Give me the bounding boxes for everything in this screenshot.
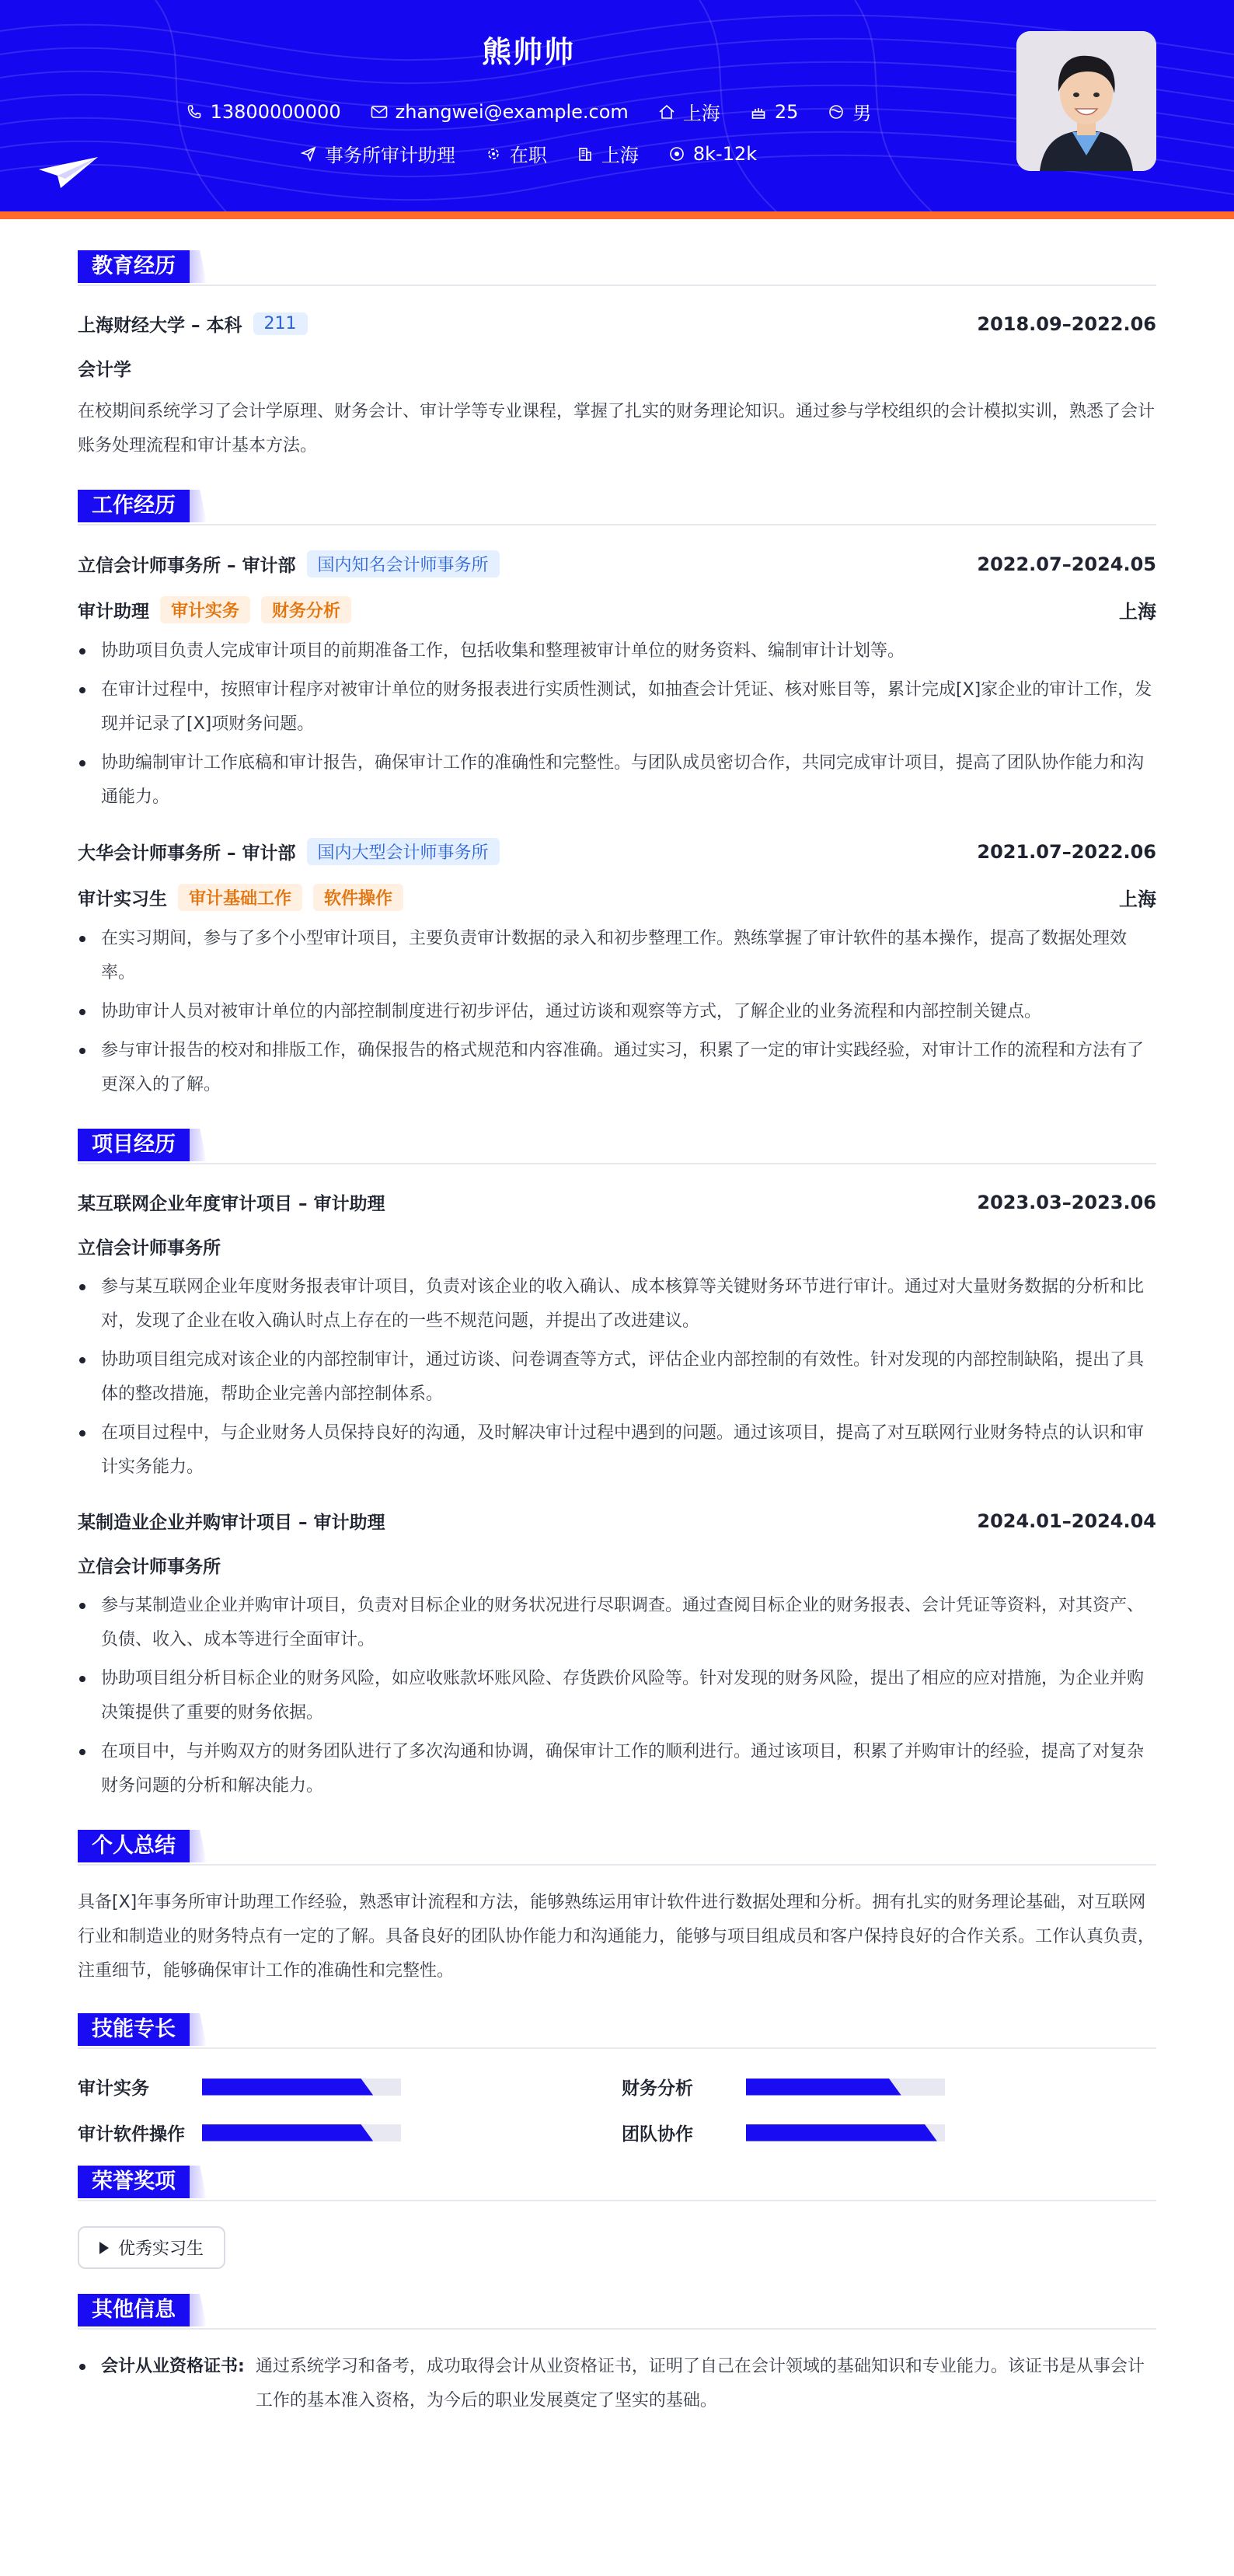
list-item [78,2350,1156,2418]
award-chip[interactable] [78,2226,225,2269]
education-entry [78,311,1156,463]
target-city-item [577,140,639,167]
skills-grid [78,2074,1156,2145]
school-name: 上海财经大学 – 本科 [78,316,242,336]
work-title [78,550,500,578]
skill-bar-fill [202,2079,373,2096]
section-title: 个人总结 [78,1830,190,1862]
list-item: 参与某互联网企业年度财务报表审计项目，负责对该企业的收入确认、成本核算等关键财务环节进行审计。通过对大量财务数据的分析和比对，发现了企业在收入确认时点上存在的一些不规范问题，并提出了改进建议。 [78,1270,1156,1339]
summary-text: 具备[X]年事务所审计助理工作经验，熟悉审计流程和方法，能够熟练运用审计软件进行数据处理和分析。拥有扎实的财务理论基础，对互联网行业和制造业的财务特点有一定的了解。具备良好的团队协作能力和沟通能力，能够与项目组成员和客户保持良好的合作关系。工作认真负责，注重细节，能够确保审计工作的准确性和完整性。 [78,1893,1156,1981]
job-intention-row [0,140,1057,167]
skill-item [78,2074,622,2100]
gender-icon [828,103,845,120]
status-item [485,140,547,167]
company-name: 大华会计师事务所 – 审计部 [78,843,296,864]
section-header [78,2010,1156,2049]
role-name: 审计助理 [78,602,149,622]
building-icon [577,145,594,162]
role-row [78,884,403,911]
skill-item [622,2074,1156,2100]
section-title: 教育经历 [78,250,190,283]
skill-bar [202,2124,401,2141]
role-row [78,596,351,623]
section-header [78,487,1156,525]
salary-item [668,140,757,167]
work-entry [78,550,1156,815]
target-city-text: 上海 [601,145,639,166]
company-tag: 国内知名会计师事务所 [307,550,500,578]
summary-section [78,1827,1156,1988]
other-list [78,2350,1156,2418]
phone-text: 13800000000 [210,100,341,123]
skill-bar-fill [202,2124,373,2141]
school-badge: 211 [253,312,308,335]
city-text: 上海 [682,103,720,124]
list-item: 协助审计人员对被审计单位的内部控制制度进行初步评估，通过访谈和观察等方式，了解企业的业务流程和内部控制关键点。 [78,995,1156,1029]
work-bullets [78,634,1156,815]
project-entry [78,1189,1156,1485]
section-header [78,2162,1156,2201]
project-name: 某互联网企业年度审计项目 – 审计助理 [78,1194,385,1214]
projects-section [78,1126,1156,1803]
gender-item [828,98,871,125]
project-org: 立信会计师事务所 [78,1238,221,1258]
email-text: zhangwei@example.com [395,100,629,123]
role-name: 审计实习生 [78,889,167,909]
project-bullets [78,1589,1156,1803]
work-bullets [78,922,1156,1102]
project-entry [78,1508,1156,1803]
skill-tag: 审计基础工作 [178,884,302,911]
skill-bar [202,2079,401,2096]
work-entry [78,838,1156,1102]
avatar [1016,31,1156,171]
list-item: 在实习期间，参与了多个小型审计项目，主要负责审计数据的录入和初步整理工作。熟练掌握了审计软件的基本操作，提高了数据处理效率。 [78,922,1156,990]
certificate-name: 会计从业资格证书: [101,2357,245,2376]
section-header [78,1126,1156,1164]
work-title [78,838,500,865]
section-title: 工作经历 [78,490,190,522]
paper-plane-icon [37,155,99,193]
list-item: 在项目过程中，与企业财务人员保持良好的沟通，及时解决审计过程中遇到的问题。通过该项目，提高了对互联网行业财务特点的认识和审计实务能力。 [78,1416,1156,1485]
project-name: 某制造业企业并购审计项目 – 审计助理 [78,1513,385,1533]
skill-bar [746,2124,945,2141]
skill-item [78,2120,622,2145]
work-section [78,487,1156,1102]
education-description: 在校期间系统学习了会计学原理、财务会计、审计学等专业课程，掌握了扎实的财务理论知识。通过参与学校组织的会计模拟实训，熟悉了会计账务处理流程和审计基本方法。 [78,402,1156,456]
email-item [371,98,629,125]
mail-icon [371,103,388,120]
project-date: 2023.03–2023.06 [977,1191,1156,1213]
list-item: 协助项目负责人完成审计项目的前期准备工作，包括收集和整理被审计单位的财务资料、编制审计计划等。 [78,634,1156,668]
list-item: 参与审计报告的校对和排版工作，确保报告的格式规范和内容准确。通过实习，积累了一定的审计实践经验，对审计工作的流程和方法有了更深入的了解。 [78,1034,1156,1102]
city-item [658,98,720,125]
skill-bar [746,2079,945,2096]
section-title: 其他信息 [78,2294,190,2326]
list-item: 在审计过程中，按照审计程序对被审计单位的财务报表进行实质性测试，如抽查会计凭证、核对账目等，累计完成[X]家企业的审计工作，发现并记录了[X]项财务问题。 [78,673,1156,742]
skill-label: 财务分析 [622,2079,693,2099]
project-date: 2024.01–2024.04 [977,1510,1156,1532]
resume-header [0,0,1234,219]
section-title: 荣誉奖项 [78,2166,190,2198]
section-header [78,2291,1156,2330]
cake-icon [750,103,767,120]
skill-label: 审计实务 [78,2079,149,2099]
major: 会计学 [78,360,131,380]
project-bullets [78,1270,1156,1485]
age-item [750,98,799,125]
skill-tag: 软件操作 [313,884,403,911]
skill-tag: 审计实务 [160,596,250,623]
list-item: 在项目中，与并购双方的财务团队进行了多次沟通和协调，确保审计工作的顺利进行。通过该项目，积累了并购审计的经验，提高了对复杂财务问题的分析和解决能力。 [78,1735,1156,1803]
school-title [78,311,308,337]
position-item [300,140,455,167]
status-icon [485,145,502,162]
skill-bar-fill [746,2124,937,2141]
send-icon [300,145,317,162]
education-date: 2018.09–2022.06 [977,312,1156,335]
company-name: 立信会计师事务所 – 审计部 [78,556,296,576]
section-header [78,247,1156,286]
position-text: 事务所审计助理 [324,145,455,166]
honors-section [78,2162,1156,2269]
award-label: 优秀实习生 [118,2239,204,2259]
skills-section [78,2010,1156,2145]
skill-label: 审计软件操作 [78,2124,185,2145]
skill-label: 团队协作 [622,2124,693,2145]
list-item: 协助项目组完成对该企业的内部控制审计，通过访谈、问卷调查等方式，评估企业内部控制的有效性。针对发现的内部控制缺陷，提出了具体的整改措施，帮助企业完善内部控制体系。 [78,1343,1156,1412]
list-item: 参与某制造业企业并购审计项目，负责对目标企业的财务状况进行尽职调查。通过查阅目标企业的财务报表、会计凭证等资料，对其资产、负债、收入、成本等进行全面审计。 [78,1589,1156,1657]
skill-item [622,2120,1156,2145]
coin-icon [668,145,685,162]
list-item: 协助编制审计工作底稿和审计报告，确保审计工作的准确性和完整性。与团队成员密切合作，共同完成审计项目，提高了团队协作能力和沟通能力。 [78,746,1156,815]
phone-item [186,98,341,125]
work-location: 上海 [1119,601,1156,623]
work-date: 2022.07–2024.05 [977,553,1156,575]
skill-tag: 财务分析 [261,596,351,623]
section-title: 项目经历 [78,1129,190,1161]
contact-row [0,98,1057,125]
education-section [78,247,1156,463]
phone-icon [186,103,203,120]
salary-text: 8k-12k [692,142,758,165]
other-section [78,2291,1156,2418]
play-icon [99,2242,109,2254]
age-text: 25 [774,100,799,123]
header-accent-bar [0,211,1234,219]
candidate-name: 熊帅帅 [481,35,575,69]
project-org: 立信会计师事务所 [78,1557,221,1577]
gender-text: 男 [852,103,872,124]
home-icon [658,103,675,120]
resume-body [78,247,1156,2423]
section-title: 技能专长 [78,2013,190,2046]
section-header [78,1827,1156,1866]
work-date: 2021.07–2022.06 [977,840,1156,863]
skill-bar-fill [746,2079,901,2096]
list-item: 协助项目组分析目标企业的财务风险，如应收账款坏账风险、存货跌价风险等。针对发现的财务风险，提出了相应的应对措施，为企业并购决策提供了重要的财务依据。 [78,1662,1156,1730]
certificate-description: 通过系统学习和备考，成功取得会计从业资格证书，证明了自己在会计领域的基础知识和专业能力。该证书是从事会计工作的基本准入资格，为今后的职业发展奠定了坚实的基础。 [255,2357,1145,2410]
company-tag: 国内大型会计师事务所 [307,838,500,865]
status-text: 在职 [509,145,547,166]
work-location: 上海 [1119,888,1156,910]
